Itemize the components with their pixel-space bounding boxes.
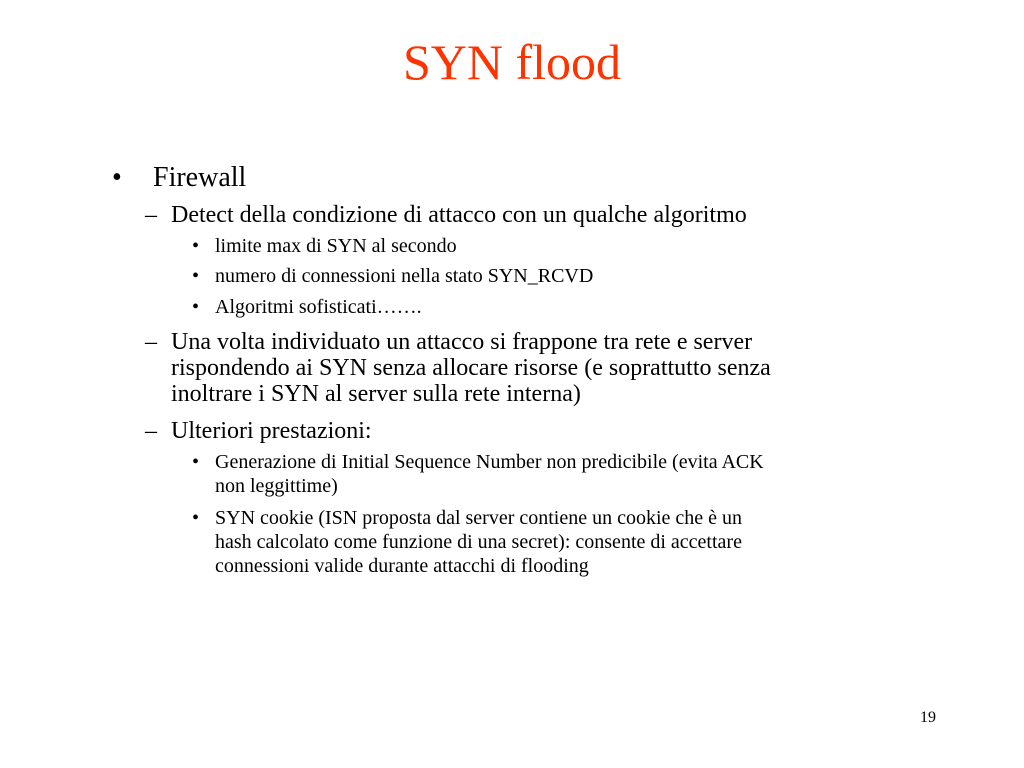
- item-detect: Detect della condizione di attacco con un qualche algoritmo: [171, 202, 747, 228]
- slide-title: SYN flood: [402, 34, 622, 90]
- subitem-syn-cookie-line-2: hash calcolato come funzione di una secret): consente di accettare: [215, 531, 742, 553]
- bullet-marker: •: [192, 507, 200, 529]
- subitem-numero-connessioni: numero di connessioni nella stato SYN_RCVD: [215, 265, 594, 287]
- bullet-firewall: Firewall: [153, 162, 247, 193]
- page-number: 19: [920, 709, 936, 726]
- bullet-marker: •: [192, 296, 200, 318]
- item-una-volta-line-2: rispondendo ai SYN senza allocare risorse (e soprattutto senza: [171, 355, 771, 381]
- item-ulteriori: Ulteriori prestazioni:: [171, 418, 372, 444]
- bullet-marker: •: [192, 265, 200, 287]
- dash-marker: –: [145, 202, 157, 228]
- dash-marker: –: [145, 329, 157, 355]
- subitem-limite-max: limite max di SYN al secondo: [215, 235, 457, 257]
- dash-marker: –: [145, 418, 157, 444]
- item-una-volta-line-3: inoltrare i SYN al server sulla rete interna): [171, 381, 581, 407]
- item-una-volta-line-1: Una volta individuato un attacco si frappone tra rete e server: [171, 329, 753, 355]
- subitem-generazione-line-2: non leggittime): [215, 475, 338, 497]
- bullet-marker: •: [112, 162, 122, 193]
- subitem-syn-cookie-line-1: SYN cookie (ISN proposta dal server contiene un cookie che è un: [215, 507, 743, 529]
- bullet-marker: •: [192, 235, 200, 257]
- bullet-marker: •: [192, 451, 200, 473]
- subitem-syn-cookie-line-3: connessioni valide durante attacchi di flooding: [215, 555, 589, 577]
- subitem-generazione-line-1: Generazione di Initial Sequence Number non predicibile (evita ACK: [215, 451, 764, 473]
- subitem-algoritmi: Algoritmi sofisticati…….: [215, 296, 422, 318]
